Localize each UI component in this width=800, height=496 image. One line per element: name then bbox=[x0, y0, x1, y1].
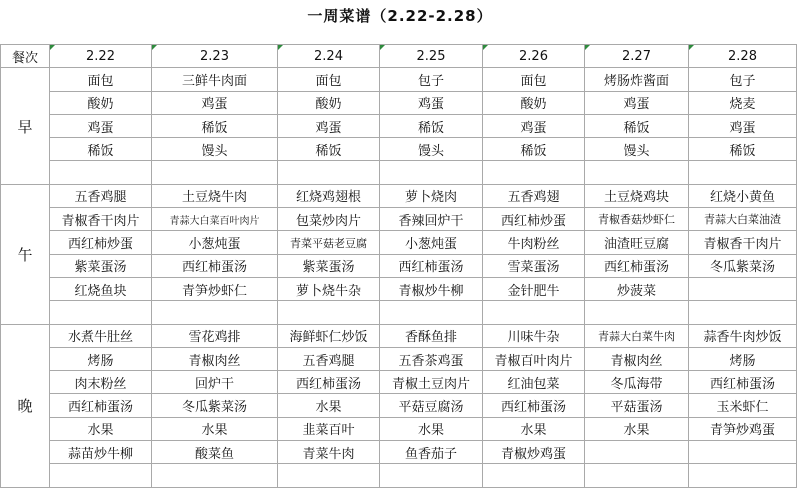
dish-cell[interactable]: 青椒百叶肉片 bbox=[483, 347, 585, 370]
table-row bbox=[1, 68, 797, 91]
dish-cell[interactable]: 水果 bbox=[585, 417, 689, 440]
dish-cell[interactable]: 青蒜大白菜油渣 bbox=[689, 208, 797, 231]
dish-cell[interactable]: 包子 bbox=[689, 68, 797, 91]
dish-cell[interactable]: 萝卜烧牛杂 bbox=[278, 277, 380, 300]
dish-cell[interactable]: 西红柿蛋汤 bbox=[689, 371, 797, 394]
dish-cell[interactable]: 稀饭 bbox=[689, 138, 797, 161]
dish-cell[interactable] bbox=[380, 464, 483, 487]
dish-cell[interactable] bbox=[585, 464, 689, 487]
dish-cell[interactable]: 水果 bbox=[278, 394, 380, 417]
dish-cell[interactable]: 面包 bbox=[483, 68, 585, 91]
dish-cell[interactable] bbox=[278, 161, 380, 184]
dish-cell[interactable]: 紫菜蛋汤 bbox=[50, 254, 152, 277]
table-row bbox=[1, 394, 797, 417]
header-date-cell[interactable]: 2.25 bbox=[380, 45, 483, 68]
table-row bbox=[1, 91, 797, 114]
header-meal-label[interactable]: 餐次 bbox=[1, 45, 50, 68]
dish-cell[interactable]: 回炉干 bbox=[152, 371, 278, 394]
dish-cell[interactable]: 鸡蛋 bbox=[585, 91, 689, 114]
dish-cell[interactable] bbox=[278, 464, 380, 487]
dish-cell[interactable]: 雪菜蛋汤 bbox=[483, 254, 585, 277]
dish-cell[interactable]: 红油包菜 bbox=[483, 371, 585, 394]
dish-cell[interactable]: 土豆烧牛肉 bbox=[152, 184, 278, 207]
dish-cell[interactable] bbox=[380, 161, 483, 184]
dish-cell[interactable]: 肉末粉丝 bbox=[50, 371, 152, 394]
dish-cell[interactable] bbox=[483, 301, 585, 324]
header-date-cell[interactable]: 2.22 bbox=[50, 45, 152, 68]
dish-cell[interactable]: 香酥鱼排 bbox=[380, 324, 483, 347]
dish-cell[interactable]: 酸菜鱼 bbox=[152, 441, 278, 464]
meal-label[interactable]: 午 bbox=[1, 184, 50, 324]
dish-cell[interactable]: 青椒肉丝 bbox=[152, 347, 278, 370]
dish-cell[interactable]: 西红柿蛋汤 bbox=[585, 254, 689, 277]
table-row bbox=[1, 417, 797, 440]
dish-cell[interactable]: 青椒香干肉片 bbox=[50, 208, 152, 231]
dish-cell[interactable]: 烤肠 bbox=[689, 347, 797, 370]
dish-cell[interactable]: 酸奶 bbox=[278, 91, 380, 114]
dish-cell[interactable]: 烤肠 bbox=[50, 347, 152, 370]
dish-cell[interactable]: 青笋炒虾仁 bbox=[152, 277, 278, 300]
dish-cell[interactable]: 馒头 bbox=[380, 138, 483, 161]
dish-cell[interactable]: 西红柿蛋汤 bbox=[50, 394, 152, 417]
dish-cell[interactable]: 冬瓜海带 bbox=[585, 371, 689, 394]
header-date-cell[interactable]: 2.27 bbox=[585, 45, 689, 68]
dish-cell[interactable]: 金针肥牛 bbox=[483, 277, 585, 300]
dish-cell[interactable]: 鸡蛋 bbox=[278, 114, 380, 137]
table-row bbox=[1, 347, 797, 370]
dish-cell[interactable]: 平菇豆腐汤 bbox=[380, 394, 483, 417]
dish-cell[interactable] bbox=[585, 441, 689, 464]
dish-cell[interactable]: 稀饭 bbox=[50, 138, 152, 161]
table-row bbox=[1, 138, 797, 161]
dish-cell[interactable]: 水煮牛肚丝 bbox=[50, 324, 152, 347]
dish-cell[interactable] bbox=[50, 464, 152, 487]
dish-cell[interactable]: 水果 bbox=[50, 417, 152, 440]
dish-cell[interactable]: 面包 bbox=[278, 68, 380, 91]
table-row bbox=[1, 254, 797, 277]
header-date-cell[interactable]: 2.26 bbox=[483, 45, 585, 68]
dish-cell[interactable]: 红烧鱼块 bbox=[50, 277, 152, 300]
dish-cell[interactable]: 五香茶鸡蛋 bbox=[380, 347, 483, 370]
dish-cell[interactable]: 蒜香牛肉炒饭 bbox=[689, 324, 797, 347]
dish-cell[interactable]: 水果 bbox=[380, 417, 483, 440]
dish-cell[interactable]: 馒头 bbox=[152, 138, 278, 161]
dish-cell[interactable]: 青菜平菇老豆腐 bbox=[278, 231, 380, 254]
table-row bbox=[1, 441, 797, 464]
dish-cell[interactable] bbox=[152, 464, 278, 487]
dish-cell[interactable]: 水果 bbox=[483, 417, 585, 440]
dish-cell[interactable]: 三鲜牛肉面 bbox=[152, 68, 278, 91]
dish-cell[interactable]: 红烧小黄鱼 bbox=[689, 184, 797, 207]
header-date-cell[interactable]: 2.23 bbox=[152, 45, 278, 68]
header-row bbox=[1, 45, 797, 68]
dish-cell[interactable]: 青椒炒鸡蛋 bbox=[483, 441, 585, 464]
dish-cell[interactable]: 烧麦 bbox=[689, 91, 797, 114]
dish-cell[interactable]: 青椒炒牛柳 bbox=[380, 277, 483, 300]
dish-cell[interactable]: 青椒香干肉片 bbox=[689, 231, 797, 254]
dish-cell[interactable]: 海鲜虾仁炒饭 bbox=[278, 324, 380, 347]
dish-cell[interactable] bbox=[152, 161, 278, 184]
dish-cell[interactable] bbox=[483, 464, 585, 487]
dish-cell[interactable]: 鸡蛋 bbox=[152, 91, 278, 114]
dish-cell[interactable] bbox=[380, 301, 483, 324]
dish-cell[interactable]: 冬瓜紫菜汤 bbox=[689, 254, 797, 277]
table-row bbox=[1, 301, 797, 324]
table-row bbox=[1, 184, 797, 207]
dish-cell[interactable] bbox=[689, 441, 797, 464]
dish-cell[interactable] bbox=[152, 301, 278, 324]
dish-cell[interactable]: 冬瓜紫菜汤 bbox=[152, 394, 278, 417]
menu-table bbox=[0, 44, 797, 488]
dish-cell[interactable]: 炒菠菜 bbox=[585, 277, 689, 300]
table-row bbox=[1, 208, 797, 231]
dish-cell[interactable] bbox=[689, 464, 797, 487]
dish-cell[interactable]: 红烧鸡翅根 bbox=[278, 184, 380, 207]
dish-cell[interactable]: 馒头 bbox=[585, 138, 689, 161]
dish-cell[interactable]: 西红柿蛋汤 bbox=[483, 394, 585, 417]
dish-cell[interactable]: 烤肠炸酱面 bbox=[585, 68, 689, 91]
dish-cell[interactable]: 青蒜大白菜百叶肉片 bbox=[152, 208, 278, 231]
dish-cell[interactable]: 青菜牛肉 bbox=[278, 441, 380, 464]
dish-cell[interactable]: 蒜苗炒牛柳 bbox=[50, 441, 152, 464]
dish-cell[interactable]: 包子 bbox=[380, 68, 483, 91]
dish-cell[interactable]: 萝卜烧肉 bbox=[380, 184, 483, 207]
table-row bbox=[1, 324, 797, 347]
dish-cell[interactable]: 青椒香菇炒虾仁 bbox=[585, 208, 689, 231]
table-row bbox=[1, 277, 797, 300]
table-row bbox=[1, 161, 797, 184]
dish-cell[interactable]: 鸡蛋 bbox=[483, 114, 585, 137]
dish-cell[interactable]: 稀饭 bbox=[152, 114, 278, 137]
dish-cell[interactable] bbox=[278, 301, 380, 324]
header-date-cell[interactable]: 2.24 bbox=[278, 45, 380, 68]
dish-cell[interactable]: 土豆烧鸡块 bbox=[585, 184, 689, 207]
dish-cell[interactable]: 稀饭 bbox=[585, 114, 689, 137]
dish-cell[interactable]: 稀饭 bbox=[278, 138, 380, 161]
dish-cell[interactable] bbox=[689, 277, 797, 300]
dish-cell[interactable]: 西红柿蛋汤 bbox=[380, 254, 483, 277]
dish-cell[interactable]: 西红柿炒蛋 bbox=[483, 208, 585, 231]
dish-cell[interactable]: 西红柿蛋汤 bbox=[152, 254, 278, 277]
dish-cell[interactable] bbox=[689, 161, 797, 184]
dish-cell[interactable]: 川味牛杂 bbox=[483, 324, 585, 347]
dish-cell[interactable]: 平菇蛋汤 bbox=[585, 394, 689, 417]
dish-cell[interactable]: 青蒜大白菜牛肉 bbox=[585, 324, 689, 347]
dish-cell[interactable]: 青椒土豆肉片 bbox=[380, 371, 483, 394]
dish-cell[interactable] bbox=[585, 161, 689, 184]
dish-cell[interactable]: 五香鸡翅 bbox=[483, 184, 585, 207]
dish-cell[interactable] bbox=[689, 301, 797, 324]
dish-cell[interactable]: 鸡蛋 bbox=[50, 114, 152, 137]
header-date-cell[interactable]: 2.28 bbox=[689, 45, 797, 68]
dish-cell[interactable]: 酸奶 bbox=[483, 91, 585, 114]
table-row bbox=[1, 464, 797, 487]
page-title: 一周菜谱（2.22-2.28） bbox=[307, 7, 493, 25]
dish-cell[interactable]: 牛肉粉丝 bbox=[483, 231, 585, 254]
dish-cell[interactable]: 面包 bbox=[50, 68, 152, 91]
dish-cell[interactable]: 韭菜百叶 bbox=[278, 417, 380, 440]
dish-cell[interactable]: 青椒肉丝 bbox=[585, 347, 689, 370]
dish-cell[interactable]: 包菜炒肉片 bbox=[278, 208, 380, 231]
dish-cell[interactable]: 鸡蛋 bbox=[689, 114, 797, 137]
dish-cell[interactable]: 小葱炖蛋 bbox=[380, 231, 483, 254]
dish-cell[interactable] bbox=[585, 301, 689, 324]
dish-cell[interactable] bbox=[483, 161, 585, 184]
dish-cell[interactable]: 水果 bbox=[152, 417, 278, 440]
dish-cell[interactable]: 稀饭 bbox=[483, 138, 585, 161]
dish-cell[interactable]: 鸡蛋 bbox=[380, 91, 483, 114]
dish-cell[interactable] bbox=[50, 301, 152, 324]
dish-cell[interactable]: 五香鸡腿 bbox=[278, 347, 380, 370]
dish-cell[interactable]: 西红柿蛋汤 bbox=[278, 371, 380, 394]
dish-cell[interactable]: 五香鸡腿 bbox=[50, 184, 152, 207]
table-row bbox=[1, 114, 797, 137]
dish-cell[interactable]: 鱼香茄子 bbox=[380, 441, 483, 464]
table-row bbox=[1, 231, 797, 254]
dish-cell[interactable]: 玉米虾仁 bbox=[689, 394, 797, 417]
dish-cell[interactable] bbox=[50, 161, 152, 184]
dish-cell[interactable]: 青笋炒鸡蛋 bbox=[689, 417, 797, 440]
dish-cell[interactable]: 西红柿炒蛋 bbox=[50, 231, 152, 254]
dish-cell[interactable]: 紫菜蛋汤 bbox=[278, 254, 380, 277]
dish-cell[interactable]: 稀饭 bbox=[380, 114, 483, 137]
meal-label[interactable]: 晚 bbox=[1, 324, 50, 487]
dish-cell[interactable]: 香辣回炉干 bbox=[380, 208, 483, 231]
dish-cell[interactable]: 酸奶 bbox=[50, 91, 152, 114]
meal-label[interactable]: 早 bbox=[1, 68, 50, 184]
dish-cell[interactable]: 雪花鸡排 bbox=[152, 324, 278, 347]
dish-cell[interactable]: 油渣旺豆腐 bbox=[585, 231, 689, 254]
table-row bbox=[1, 371, 797, 394]
dish-cell[interactable]: 小葱炖蛋 bbox=[152, 231, 278, 254]
